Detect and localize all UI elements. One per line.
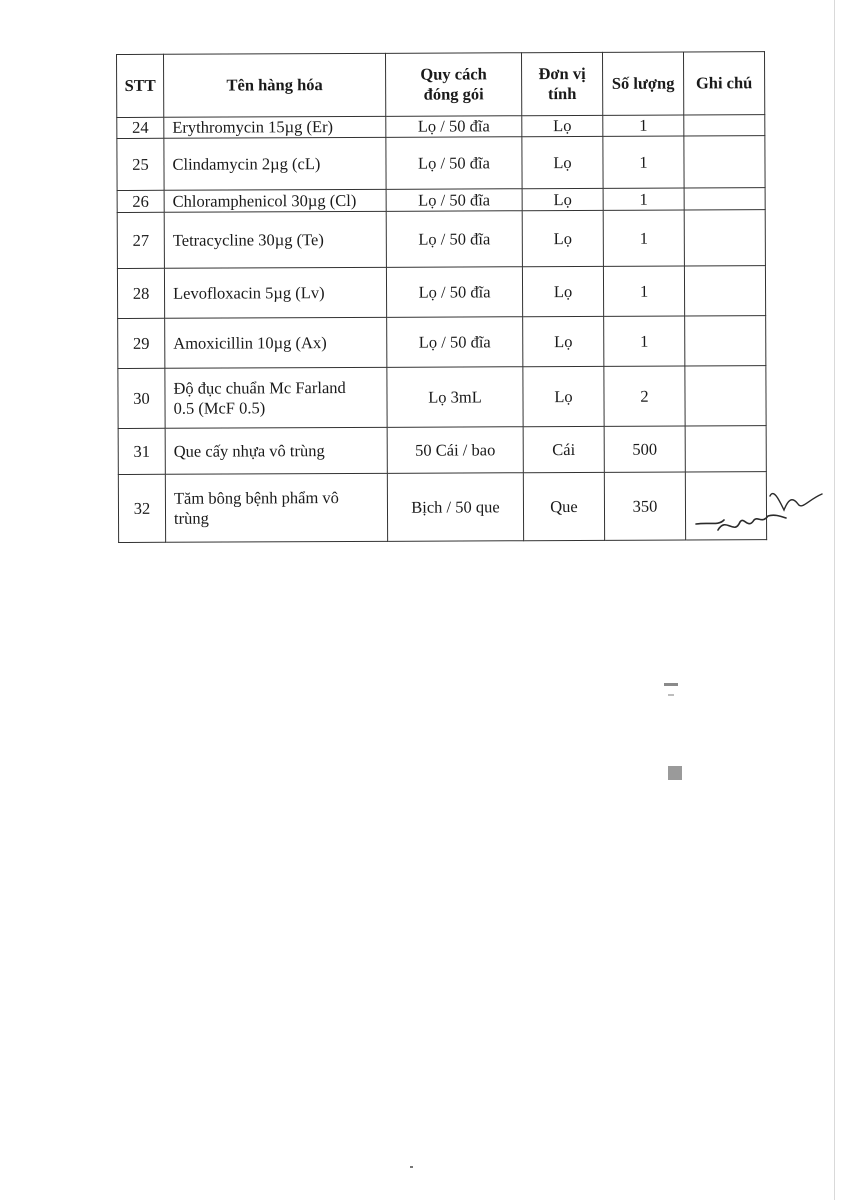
table-row: [118, 472, 766, 543]
header-unit-line2: tính: [547, 83, 577, 104]
header-packaging: [385, 53, 521, 117]
cell-unit: Lọ: [522, 115, 603, 136]
cell-name: [165, 473, 387, 542]
cell-unit: Cái: [523, 426, 604, 472]
cell-packaging: Bịch / 50 que: [387, 473, 523, 542]
cell-quantity: 1: [604, 316, 685, 366]
cell-name: Erythromycin 15µg (Er): [164, 116, 386, 138]
table-row: [118, 366, 766, 429]
cell-quantity: 500: [604, 426, 685, 472]
cell-unit: Lọ: [522, 188, 603, 210]
header-name: Tên hàng hóa: [164, 53, 386, 117]
cell-packaging: Lọ / 50 đĩa: [386, 137, 522, 190]
cell-stt: 32: [118, 474, 165, 542]
cell-stt: 27: [117, 212, 164, 268]
cell-name: Chloramphenicol 30µg (Cl): [164, 189, 386, 212]
cell-stt: 29: [118, 318, 165, 368]
page-edge-line: [834, 0, 835, 1200]
cell-packaging: 50 Cái / bao: [387, 427, 523, 474]
header-packaging-line2: đóng gói: [423, 84, 484, 104]
cell-name-line2: trùng: [173, 508, 209, 528]
cell-unit: Lọ: [523, 366, 604, 426]
scan-speck: [668, 694, 674, 696]
header-stt: STT: [117, 54, 164, 117]
cell-stt: 26: [117, 190, 164, 212]
cell-quantity: 350: [604, 472, 685, 540]
cell-note: [685, 366, 766, 426]
cell-stt: 30: [118, 368, 165, 428]
cell-quantity: 1: [603, 136, 684, 188]
header-unit-line1: Đơn vị: [538, 63, 586, 84]
cell-note: [684, 136, 765, 188]
cell-note: [684, 266, 765, 316]
cell-name: Que cấy nhựa vô trùng: [165, 427, 387, 474]
signature-stroke-main: [696, 515, 786, 530]
table-row: [118, 426, 766, 475]
header-unit: [521, 52, 602, 115]
cell-stt: 25: [117, 138, 164, 190]
cell-packaging: Lọ / 50 đĩa: [386, 211, 522, 268]
cell-note: [684, 210, 765, 266]
signature-stroke-flourish: [770, 494, 822, 510]
cell-stt: 24: [117, 117, 164, 138]
handwritten-signature: [688, 486, 828, 556]
cell-packaging: Lọ 3mL: [387, 367, 523, 428]
cell-unit: Lọ: [522, 210, 603, 266]
cell-packaging: Lọ / 50 đĩa: [387, 317, 523, 368]
cell-unit: Lọ: [522, 136, 603, 188]
cell-note: [684, 115, 765, 136]
cell-name-line2: 0.5 (McF 0.5): [173, 397, 266, 418]
table-row: [117, 210, 765, 269]
cell-name: Clindamycin 2µg (cL): [164, 137, 386, 190]
cell-packaging: Lọ / 50 đĩa: [386, 189, 522, 212]
cell-quantity: 1: [603, 188, 684, 210]
cell-quantity: 2: [604, 366, 685, 426]
table-row: [118, 316, 766, 369]
goods-table: [116, 51, 767, 543]
cell-quantity: 1: [603, 266, 684, 316]
header-quantity: Số lượng: [602, 52, 683, 115]
header-packaging-line1: Quy cách: [420, 64, 487, 84]
cell-quantity: 1: [603, 210, 684, 266]
cell-note: [685, 426, 766, 472]
scan-speck: [410, 1166, 413, 1168]
cell-name: Levofloxacin 5µg (Lv): [164, 267, 386, 318]
table-row: [117, 188, 765, 213]
cell-name-line1: Tăm bông bệnh phẩm vô: [173, 487, 339, 508]
cell-packaging: Lọ / 50 đĩa: [386, 116, 522, 138]
cell-unit: Lọ: [522, 266, 603, 316]
scan-speck: [668, 766, 682, 780]
scan-speck: [664, 683, 678, 686]
cell-stt: 31: [118, 428, 165, 474]
cell-name: [165, 367, 387, 428]
cell-packaging: Lọ / 50 đĩa: [386, 267, 522, 318]
cell-stt: 28: [117, 268, 164, 318]
cell-name: Amoxicillin 10µg (Ax): [165, 317, 387, 368]
cell-name-line1: Độ đục chuẩn Mc Farland: [173, 377, 346, 398]
header-note: Ghi chú: [683, 52, 764, 115]
table-header-row: [117, 52, 765, 118]
cell-note: [684, 188, 765, 210]
table-row: [117, 266, 765, 319]
table-row: [117, 115, 765, 139]
cell-unit: Que: [523, 472, 604, 540]
table-row: [117, 136, 765, 191]
cell-note: [685, 316, 766, 366]
cell-unit: Lọ: [523, 316, 604, 366]
cell-name: Tetracycline 30µg (Te): [164, 211, 386, 268]
cell-quantity: 1: [603, 115, 684, 136]
